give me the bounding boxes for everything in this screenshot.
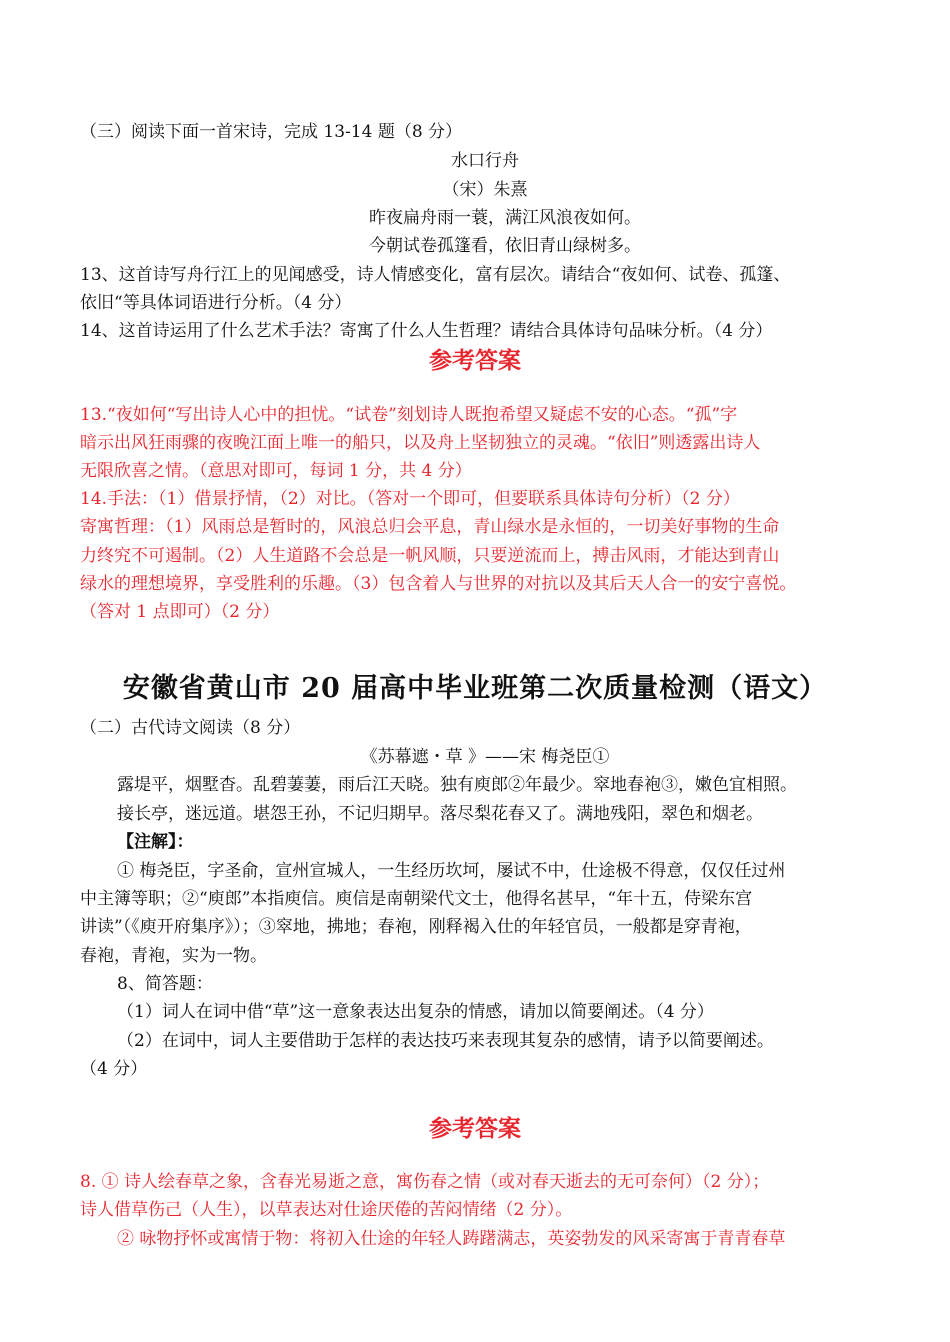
answer-14-line-5: （答对 1 点即可）（2 分） [80, 602, 280, 622]
section2-intro: （二）古代诗文阅读（8 分） [80, 718, 301, 738]
note-line-1: ① 梅尧臣，字圣俞，宣州宣城人，一生经历坎坷，屡试不中，仕途极不得意，仅仅任过州 [117, 861, 786, 881]
note-label: 【注解】： [117, 832, 194, 852]
answer-heading-2: 参考答案 [429, 1115, 521, 1141]
note-line-3: 讲读”（《庾开府集序》）；③窣地，拂地；春袍，刚释褐入仕的年轻官员，一般都是穿青袍， [80, 917, 752, 937]
exam-title: 安徽省黄山市 20 届高中毕业班第二次质量检测（语文） [122, 673, 828, 704]
question-8-1: （1）词人在词中借“草”这一意象表达出复杂的情感，请加以简要阐述。（4 分） [117, 1002, 714, 1022]
note-line-4: 春袍，青袍，实为一物。 [80, 946, 267, 966]
answer-14-line-4: 绿水的理想境界，享受胜利的乐趣。（3）包含着人与世界的对抗以及其后天人合一的安宁喜悦。 [80, 574, 797, 594]
answer-8-line-1: 8. ① 诗人绘春草之象，含春光易逝之意，寓伤春之情（或对春天逝去的无可奈何）（2 分）； [80, 1172, 770, 1192]
question-14: 14、这首诗运用了什么艺术手法？寄寓了什么人生哲理？请结合具体诗句品味分析。（4 分） [80, 321, 773, 341]
answer-14-line-2: 寄寓哲理：（1）风雨总是暂时的，风浪总归会平息，青山绿水是永恒的，一切美好事物的生命 [80, 517, 780, 537]
answer-13-line-3: 无限欣喜之情。（意思对即可，每词 1 分，共 4 分） [80, 461, 472, 481]
section3-intro: （三）阅读下面一首宋诗，完成 13-14 题（8 分） [80, 122, 463, 142]
answer-8-line-2: 诗人借草伤己（人生），以草表达对仕途厌倦的苦闷情绪（2 分）。 [80, 1200, 573, 1220]
poem-title: 水口行舟 [451, 151, 519, 171]
poem-line-2: 今朝试卷孤篷看，依旧青山绿树多。 [369, 236, 641, 256]
ci-line-1: 露堤平，烟墅杳。乱碧萋萋，雨后江天晓。独有庾郎②年最少。窣地春袍③，嫩色宜相照。 [117, 775, 797, 795]
answer-13-line-2: 暗示出风狂雨骤的夜晚江面上唯一的船只，以及舟上坚韧独立的灵魂。“依旧”则透露出诗人 [80, 433, 761, 453]
answer-13-line-1: 13.“夜如何“写出诗人心中的担忧。“试卷”刻划诗人既抱希望又疑虑不安的心态。“孤”字 [80, 405, 738, 425]
answer-heading-1: 参考答案 [429, 347, 521, 373]
answer-14-line-1: 14.手法：（1）借景抒情，（2）对比。（答对一个即可，但要联系具体诗句分析）（2 分） [80, 489, 740, 509]
question-8-2-line-1: （2）在词中，词人主要借助于怎样的表达技巧来表现其复杂的感情，请予以简要阐述。 [117, 1031, 774, 1051]
ci-line-2: 接长亭，迷远道。堪怨王孙，不记归期早。落尽梨花春又了。满地残阳，翠色和烟老。 [117, 804, 763, 824]
poem-author: （宋）朱熹 [442, 180, 528, 200]
question-13-line-2: 依旧“等具体词语进行分析。（4 分） [80, 293, 352, 313]
question-13-line-1: 13、这首诗写舟行江上的见闻感受，诗人情感变化，富有层次。请结合“夜如何、试卷、孤篷、 [80, 265, 791, 285]
answer-8-line-3: ② 咏物抒怀或寓情于物：将初入仕途的年轻人踌躇满志，英姿勃发的风采寄寓于青青春草 [117, 1229, 786, 1249]
poem-line-1: 昨夜扁舟雨一蓑，满江风浪夜如何。 [369, 208, 641, 228]
question-8-label: 8、简答题： [117, 974, 213, 994]
answer-14-line-3: 力终究不可遏制。（2）人生道路不会总是一帆风顺，只要逆流而上，搏击风雨，才能达到青山 [80, 546, 780, 566]
note-line-2: 中主簿等职；②“庾郎”本指庾信。庾信是南朝梁代文士，他得名甚早，“年十五，侍梁东宫 [80, 889, 753, 909]
ci-title: 《苏幕遮・草 》——宋 梅尧臣① [360, 747, 610, 767]
question-8-2-line-2: （4 分） [80, 1059, 148, 1079]
